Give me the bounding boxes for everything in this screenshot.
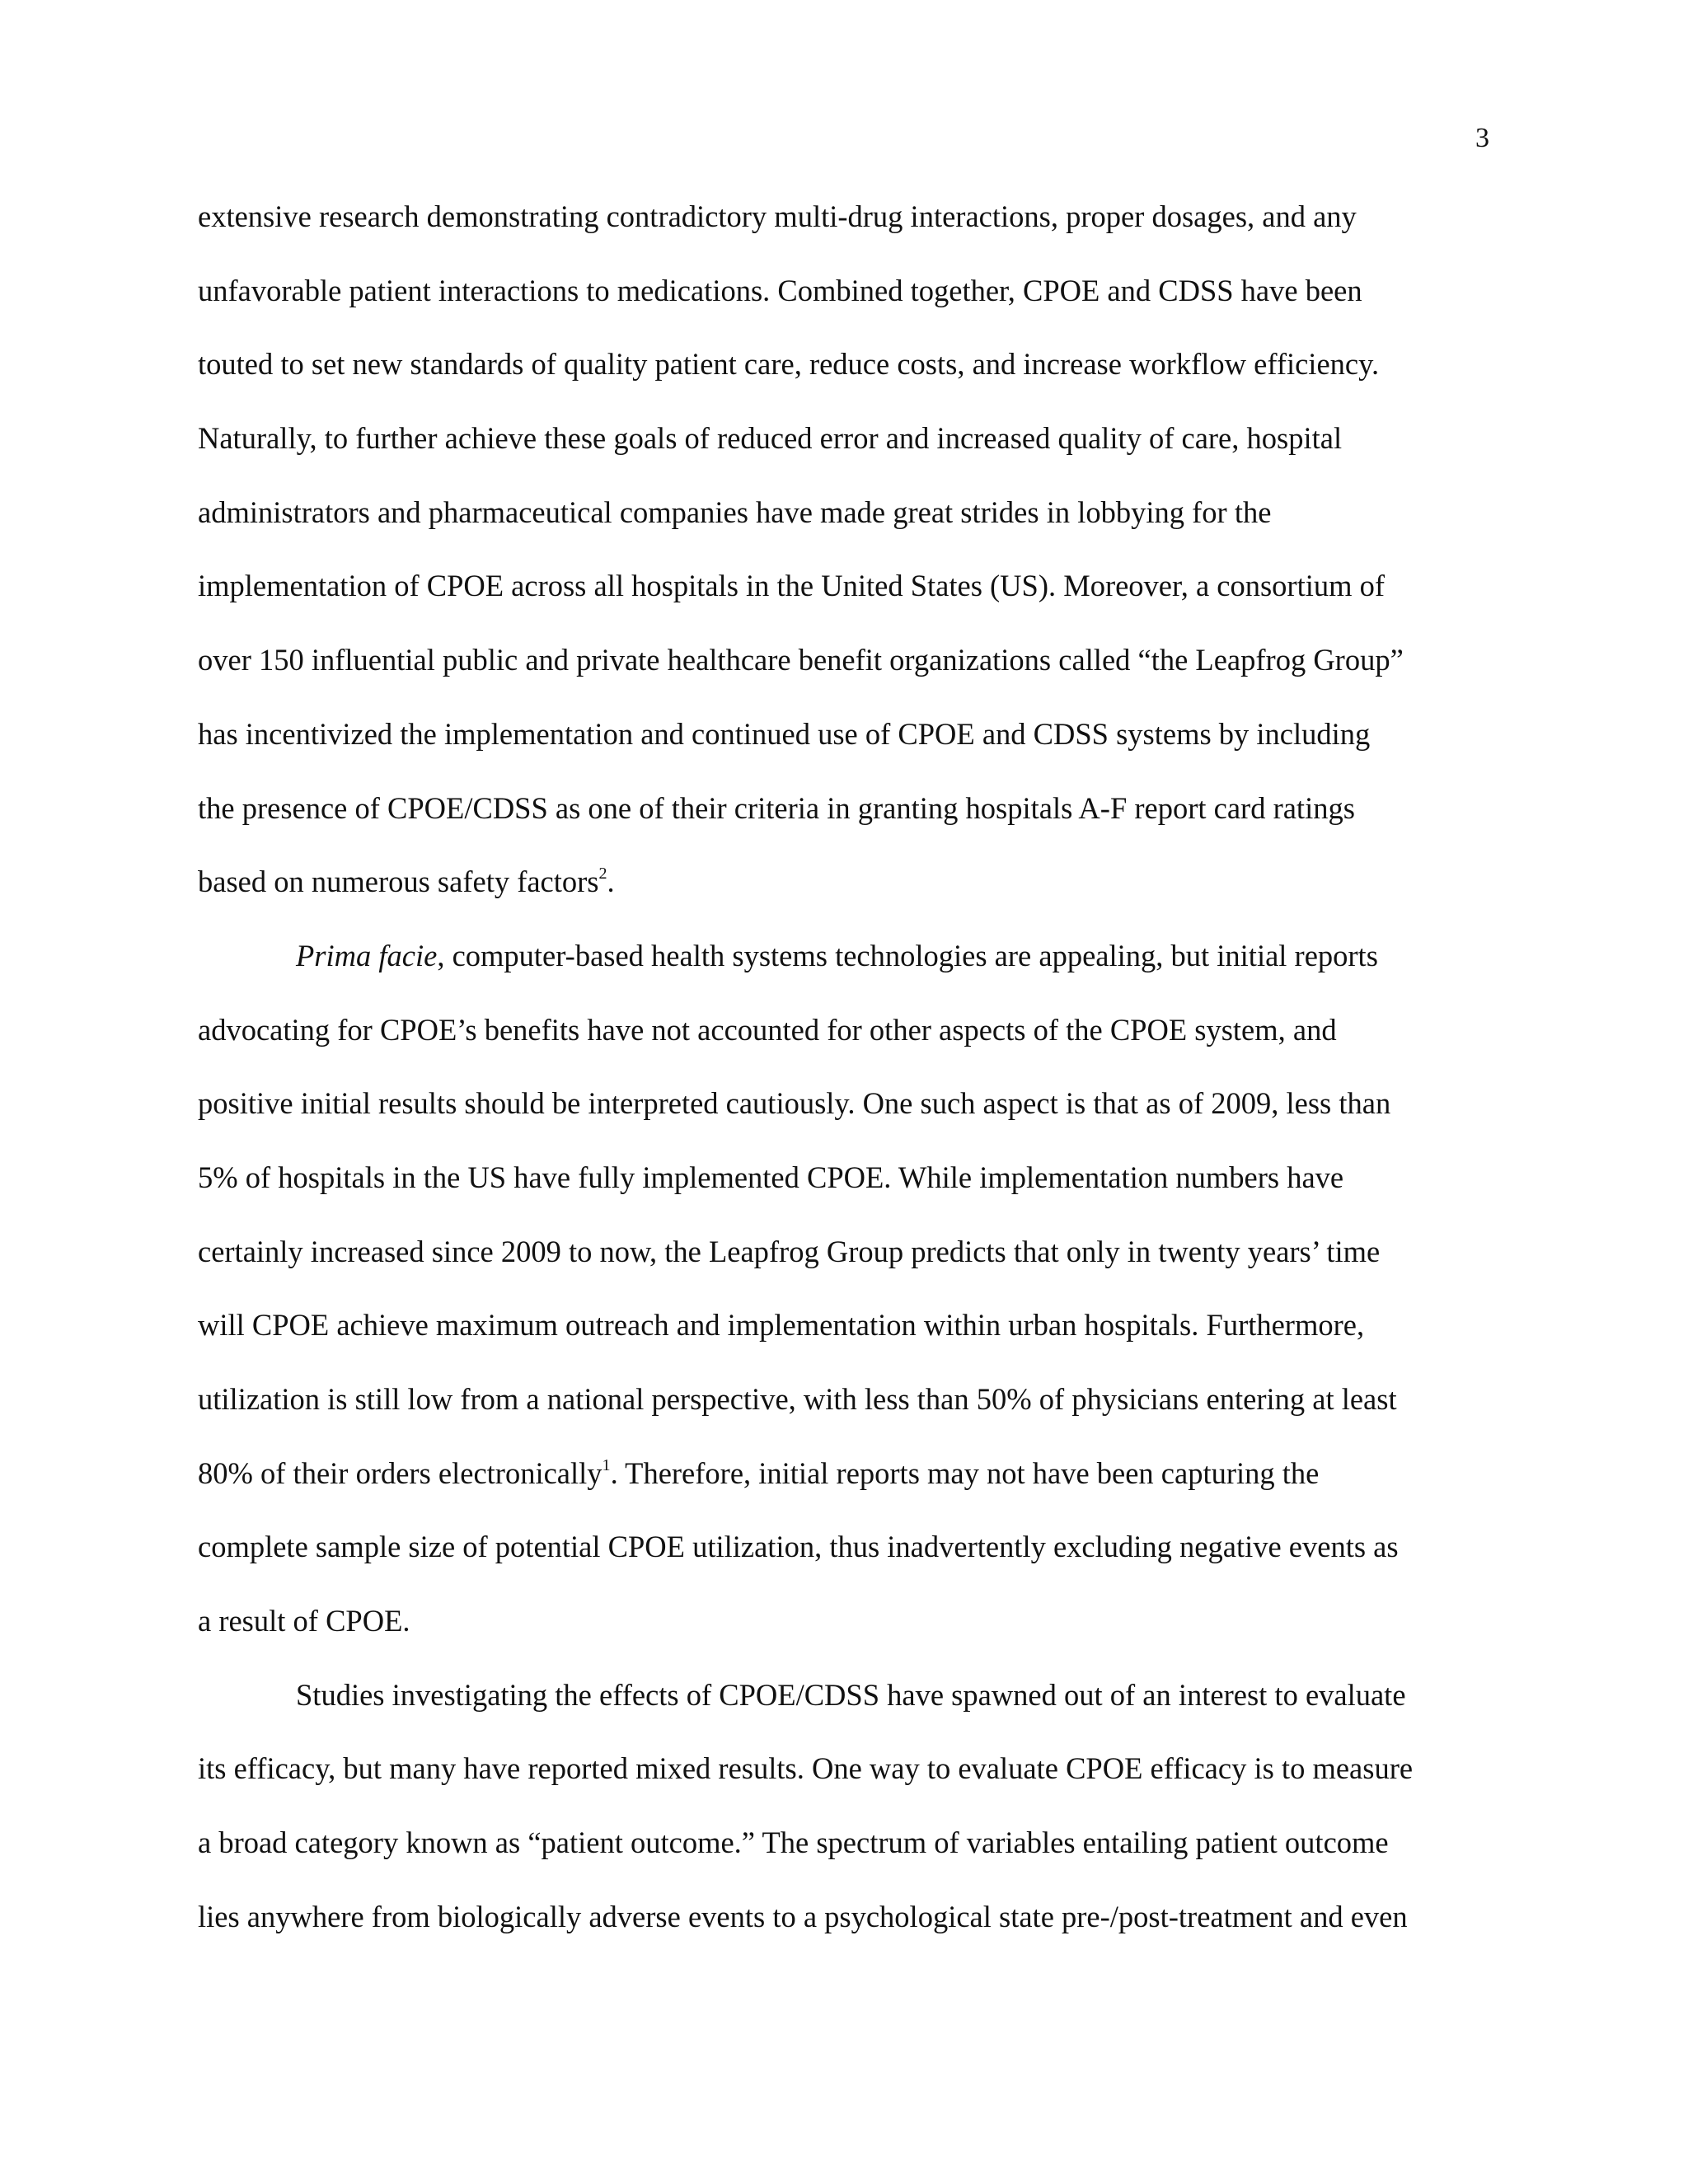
text-line: will CPOE achieve maximum outreach and implementation within urban hospitals. Furthermore,	[198, 1308, 1365, 1343]
text-line: Naturally, to further achieve these goals of reduced error and increased quality of care, hospital	[198, 421, 1343, 456]
text-line: touted to set new standards of quality patient care, reduce costs, and increase workflow efficiency.	[198, 347, 1380, 382]
citation-superscript: 2	[598, 865, 607, 883]
text-line: lies anywhere from biologically adverse events to a psychological state pre-/post-treatment and even	[198, 1899, 1408, 1933]
text-line: 80% of their orders electronically$^1$. Therefore, initial reports may not have been capturing the	[198, 1455, 1320, 1490]
citation-superscript: 1	[602, 1455, 611, 1474]
text-line: its efficacy, but many have reported mixed results. One way to evaluate CPOE efficacy is to measure	[198, 1751, 1414, 1786]
text-line: over 150 influential public and private healthcare benefit organizations called “the Leapfrog Group”	[198, 643, 1404, 677]
text-line: advocating for CPOE’s benefits have not accounted for other aspects of the CPOE system, and	[198, 1012, 1337, 1047]
text-line: a broad category known as “patient outcome.” The spectrum of variables entailing patient outcome	[198, 1825, 1389, 1860]
text-line: positive initial results should be interpreted cautiously. One such aspect is that as of 2009, less than	[198, 1086, 1391, 1121]
text-line: certainly increased since 2009 to now, the Leapfrog Group predicts that only in twenty years’ time	[198, 1234, 1381, 1268]
paragraph-first-line: Studies investigating the effects of CPOE/CDSS have spawned out of an interest to evaluate	[296, 1677, 1406, 1712]
italic-phrase: Prima facie	[296, 938, 438, 972]
paragraph-first-line: Prima facie, computer-based health systems technologies are appealing, but initial reports	[296, 938, 1378, 972]
text-line: a result of CPOE.	[198, 1604, 410, 1638]
text-line: extensive research demonstrating contradictory multi-drug interactions, proper dosages, and any	[198, 199, 1357, 233]
text-line: utilization is still low from a national perspective, with less than 50% of physicians entering at least	[198, 1382, 1397, 1416]
text-line: has incentivized the implementation and continued use of CPOE and CDSS systems by including	[198, 716, 1371, 751]
page-number: 3	[1475, 123, 1489, 153]
text-line: implementation of CPOE across all hospitals in the United States (US). Moreover, a consortium of	[198, 569, 1386, 603]
text-line: 5% of hospitals in the US have fully implemented CPOE. While implementation numbers have	[198, 1160, 1344, 1194]
text-line: based on numerous safety factors$^2$.	[198, 865, 615, 899]
document-body	[198, 188, 1517, 1962]
text-line: complete sample size of potential CPOE utilization, thus inadvertently excluding negative events as	[198, 1530, 1399, 1564]
text-line: unfavorable patient interactions to medications. Combined together, CPOE and CDSS have been	[198, 273, 1362, 307]
text-line: the presence of CPOE/CDSS as one of their criteria in granting hospitals A-F report card ratings	[198, 790, 1355, 825]
text-line: administrators and pharmaceutical companies have made great strides in lobbying for the	[198, 494, 1272, 529]
